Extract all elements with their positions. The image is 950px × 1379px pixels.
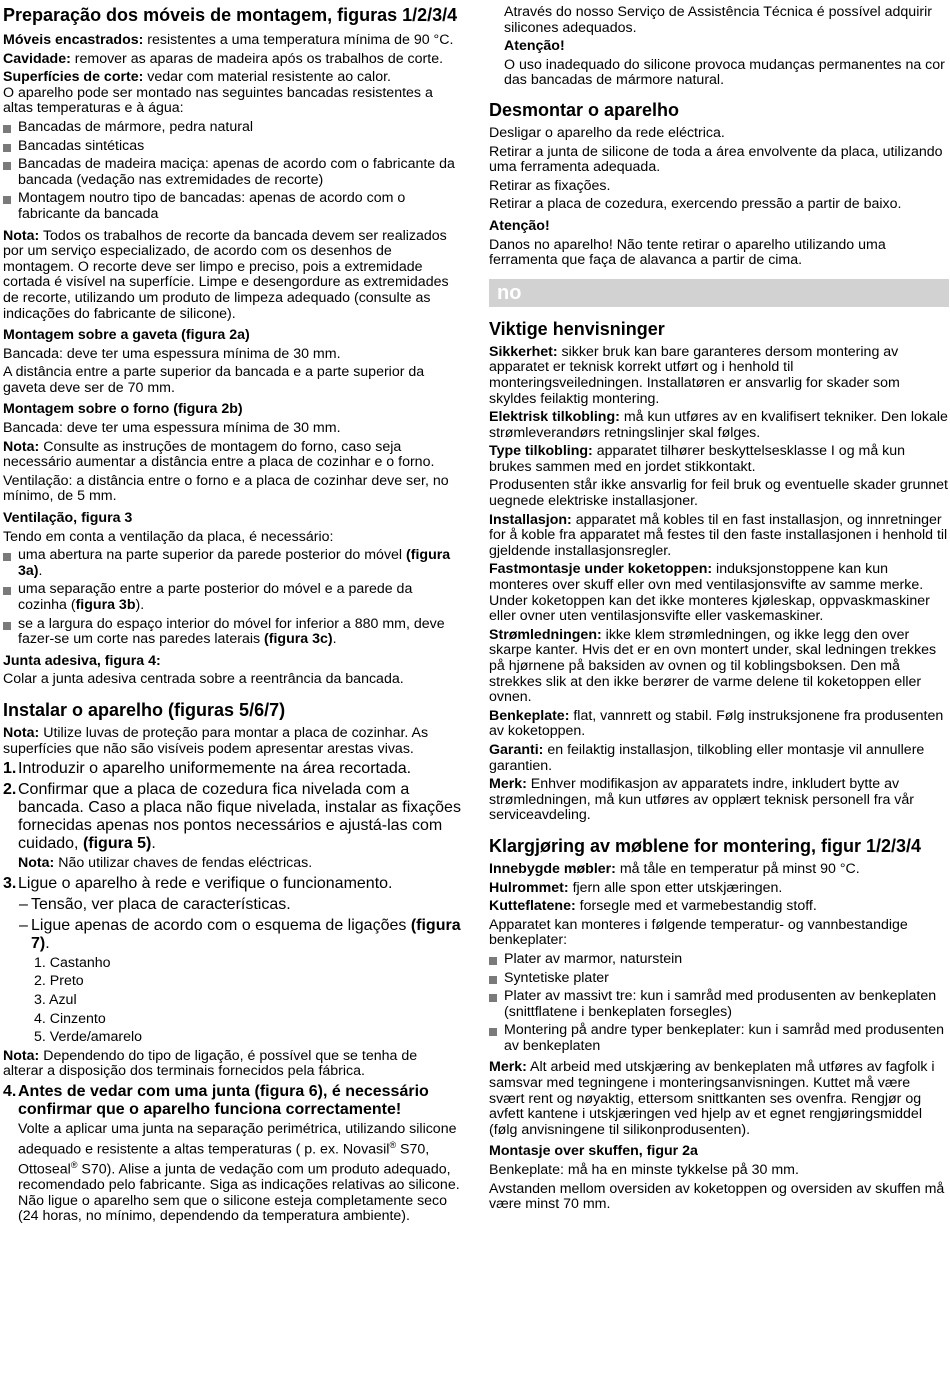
bullet-square-icon xyxy=(3,125,11,133)
paragraph-benkeplate: Benkeplate: flat, vannrett og stabil. Følg instruksjonene fra produsenten av koketoppen. xyxy=(489,707,944,740)
paragraph-silicone: Volte a aplicar uma junta na separação perimétrica, utilizando silicone adequado e resistente a altas temperaturas ( p. ex. Novasil® S70, Ottoseal® S70). Alise a junta de vedação com um produto adequado, recomendado pelo fabricante. Siga as indicações relativas ao silicone. Não ligue o aparelho sem que o silicone esteja completamente seco (24 horas, no mínimo, dependendo da temperatura ambiente). xyxy=(18,1120,460,1225)
warning-label: Atenção! xyxy=(489,217,550,234)
section-title-preparacao: Preparação dos móveis de montagem, figuras 1/2/3/4 xyxy=(3,5,458,25)
section-title-klargjoring: Klargjøring av møblene for montering, figur 1/2/3/4 xyxy=(489,835,922,856)
bullet-square-icon xyxy=(3,587,11,595)
paragraph-junta: Colar a junta adesiva centrada sobre a reentrância da bancada. xyxy=(3,671,404,688)
bullet-square-icon xyxy=(3,144,11,152)
paragraph-skuffen-1: Benkeplate: må ha en minste tykkelse på 30 mm. xyxy=(489,1162,799,1179)
dash-item: – Tensão, ver placa de características. xyxy=(19,895,291,913)
step-3: 3. Ligue o aparelho à rede e verifique o funcionamento. xyxy=(3,874,393,892)
note-forno: Nota: Consulte as instruções de montagem do forno, caso seja necessário aumentar a distância entre a placa de cozinhar e o forno. xyxy=(3,438,435,471)
note-merk: Merk: Enhver modifikasjon av apparatets indre, inkludert bytte av strømledningen, må kun utføres av opplært teknisk personell fra vår serviceavdeling. xyxy=(489,776,915,824)
wire-color-item: 4. Cinzento xyxy=(34,1010,106,1027)
paragraph-sikkerhet: Sikkerhet: sikker bruk kan bare garanteres dersom montering av apparatet er teknisk korrekt utført og i henhold til monteringsveiledningen. Installatøren er ansvarlig for skader som skyldes feilaktig montering. xyxy=(489,343,900,407)
paragraph-vent-intro: Tendo em conta a ventilação da placa, é necessário: xyxy=(3,528,334,545)
list-item: uma separação entre a parte posterior do móvel e a parede da cozinha (figura 3b). xyxy=(3,582,461,613)
section-title-desmontar: Desmontar o aparelho xyxy=(489,99,680,120)
list-item: Montering på andre typer benkeplater: kun i samråd med produsenten av benkeplaten xyxy=(489,1023,949,1054)
wire-color-item: 3. Azul xyxy=(34,991,77,1008)
note-ligacao: Nota: Dependendo do tipo de ligação, é possível que se tenha de alterar a disposição dos terminais fornecidos pela fábrica. xyxy=(3,1047,418,1080)
paragraph-skuffen-2: Avstanden mellom oversiden av koketoppen og oversiden av skuffen må være minst 70 mm. xyxy=(489,1180,945,1213)
list-item: Bancadas sintéticas xyxy=(3,139,461,155)
paragraph-moveis: Móveis encastrados: resistentes a uma temperatura mínima de 90 °C. xyxy=(3,32,454,48)
section-title-viktige: Viktige henvisninger xyxy=(489,318,665,339)
paragraph-kutteflatene: Kutteflatene: forsegle med et varmebestandig stoff. xyxy=(489,898,817,915)
paragraph-stromledningen: Strømledningen: ikke klem strømledningen, og ikke legg den over skarpe kanter. Hvis det er en ovn montert under, skal ledningen trekkes på hjørnene på baksiden av ovnen og til koblingsboksen. Den må strekkes slik at den ikke berører de varme delene til koketoppen eller ovnen. xyxy=(489,626,937,706)
paragraph-intro: O aparelho pode ser montado nas seguintes bancadas resistentes a altas temperaturas e à água: xyxy=(3,84,433,117)
paragraph-type: Type tilkobling: apparatet tilhører beskyttelsesklasse I og må kun brukes sammen med en jordet stikkontakt. xyxy=(489,443,906,475)
paragraph-desm-1: Desligar o aparelho da rede eléctrica. xyxy=(489,124,725,141)
wire-color-item: 1. Castanho xyxy=(34,954,111,971)
bullet-square-icon xyxy=(3,622,11,630)
language-tag: no xyxy=(489,279,949,307)
paragraph-cavidade: Cavidade: remover as aparas de madeira após os trabalhos de corte. xyxy=(3,50,444,67)
subheading-skuffen: Montasje over skuffen, figur 2a xyxy=(489,1143,698,1160)
paragraph-superficies: Superfícies de corte: vedar com material resistente ao calor. xyxy=(3,69,391,86)
wire-color-item: 5. Verde/amarelo xyxy=(34,1029,143,1046)
warning-label: Atenção! xyxy=(504,38,565,55)
warning-text: Danos no aparelho! Não tente retirar o aparelho utilizando uma ferramenta que faça de alavanca a partir de cima. xyxy=(489,236,886,269)
paragraph-assistencia: Através do nosso Serviço de Assistência Técnica é possível adquirir silicones adequados. xyxy=(504,4,932,36)
warning-text: O uso inadequado do silicone provoca mudanças permanentes na cor das bancadas de mármore natural. xyxy=(504,56,945,89)
bullet-square-icon xyxy=(3,553,11,561)
paragraph-gaveta-2: A distância entre a parte superior da bancada e a parte superior da gaveta deve ser de 70 mm. xyxy=(3,364,425,396)
bullet-square-icon xyxy=(489,1028,497,1036)
list-item: Bancadas de mármore, pedra natural xyxy=(3,120,461,136)
paragraph-produsenten: Produsenten står ikke ansvarlig for feil bruk og eventuelle skader grunnet uegnede elektriske installasjoner. xyxy=(489,477,948,510)
paragraph-ventilacao: Ventilação: a distância entre o forno e a placa de cozinhar deve ser, no mínimo, de 5 mm. xyxy=(3,472,449,505)
paragraph-fastmontasje: Fastmontasje under koketoppen: induksjonstoppene kan kun monteres over skuff eller ovn med ventilasjonsvifte av samme merke. Under koketoppen kan det ikke monteres kjøleskap, oppvaskmaskiner eller ovner uten ventilasjonsvifte eller vaskemaskiner. xyxy=(489,561,930,625)
paragraph-desm-4: Retirar a placa de cozedura, exercendo pressão a partir de baixo. xyxy=(489,196,902,213)
paragraph-apparatet: Apparatet kan monteres i følgende temperatur- og vannbestandige benkeplater: xyxy=(489,916,908,949)
paragraph-forno-1: Bancada: deve ter uma espessura mínima de 30 mm. xyxy=(3,420,341,437)
list-item: Plater av massivt tre: kun i samråd med produsenten av benkeplaten (snittflatene i benkeplaten forsegles) xyxy=(489,989,949,1020)
bullet-square-icon xyxy=(3,196,11,204)
left-column xyxy=(3,0,461,1225)
section-title-instalar: Instalar o aparelho (figuras 5/6/7) xyxy=(3,699,286,720)
note-recorte: Nota: Todos os trabalhos de recorte da bancada devem ser realizados por um serviço especializado, de acordo com os desenhos de montagem. O recorte deve ser limpo e preciso, pois a extremidade cortada é visível na superfície. Limpe e desengordure as extremidades de recorte, utilizando um produto de limpeza adequado (consulte as indicações do fabricante de silicone). xyxy=(3,227,449,322)
wire-color-item: 2. Preto xyxy=(34,973,84,990)
subheading-ventilacao: Ventilação, figura 3 xyxy=(3,510,133,527)
step-1: 1. Introduzir o aparelho uniformemente na área recortada. xyxy=(3,760,412,778)
list-item: Plater av marmor, naturstein xyxy=(489,952,949,968)
right-column xyxy=(489,0,949,1213)
bullet-square-icon xyxy=(489,994,497,1002)
list-item: Syntetiske plater xyxy=(489,971,949,987)
list-item: se a largura do espaço interior do móvel for inferior a 880 mm, deve fazer-se um corte nas paredes laterais (figura 3c). xyxy=(3,617,461,648)
subheading-gaveta: Montagem sobre a gaveta (figura 2a) xyxy=(3,327,250,344)
note-chaves: Nota: Não utilizar chaves de fendas eléctricas. xyxy=(18,855,313,872)
step-2: 2. Confirmar que a placa de cozedura fica nivelada com a bancada. Caso a placa não fique nivelada, instalar as fixações fornecidas apenas nos pontos necessários e ajustá-las com cuidado, (figura 5). xyxy=(3,781,461,853)
note-merk-2: Merk: Alt arbeid med utskjæring av benkeplaten må utføres av fagfolk i samsvar med tegningene i monteringsanvisningen. Kuttet må være svært rent og nøyaktig, ettersom snittkanten ses ovenfra. Rengjør og avfett kantene i utskjæringen ved hjelp av et egnet rengjøringsmiddel (følg anvisningene til silikonprodusenten). xyxy=(489,1059,935,1138)
list-item: Bancadas de madeira maciça: apenas de acordo com o fabricante da bancada (vedação nas extremidades de recorte) xyxy=(3,157,461,188)
note-luvas: Nota: Utilize luvas de proteção para montar a placa de cozinhar. As superfícies que não são visíveis podem apresentar arestas vivas. xyxy=(3,724,429,757)
bullet-square-icon xyxy=(489,976,497,984)
step-4: 4. Antes de vedar com uma junta (figura 6), é necessário confirmar que o aparelho funciona correctamente! xyxy=(3,1082,429,1118)
paragraph-desm-3: Retirar as fixações. xyxy=(489,177,611,194)
bullet-square-icon xyxy=(3,162,11,170)
paragraph-installasjon: Installasjon: apparatet må kobles til en fast installasjon, og innretninger for å koble fra apparatet må festes til den faste installasjonen i henhold til gjeldende installasjonsregler. xyxy=(489,511,948,559)
paragraph-elektrisk: Elektrisk tilkobling: må kun utføres av en kvalifisert tekniker. Den lokale strømleverandørs retningslinjer skal følges. xyxy=(489,409,948,441)
paragraph-innebygde: Innebygde møbler: må tåle en temperatur på minst 90 °C. xyxy=(489,860,860,877)
list-item: Montagem noutro tipo de bancadas: apenas de acordo com o fabricante da bancada xyxy=(3,191,461,222)
subheading-forno: Montagem sobre o forno (figura 2b) xyxy=(3,401,243,418)
paragraph-gaveta-1: Bancada: deve ter uma espessura mínima de 30 mm. xyxy=(3,345,341,362)
bullet-square-icon xyxy=(489,957,497,965)
paragraph-hulrommet: Hulrommet: fjern alle spon etter utskjæringen. xyxy=(489,879,783,896)
paragraph-desm-2: Retirar a junta de silicone de toda a área envolvente da placa, utilizando uma ferramenta adequada. xyxy=(489,143,943,176)
dash-item: – Ligue apenas de acordo com o esquema de ligações (figura 7). xyxy=(19,916,461,952)
paragraph-garanti: Garanti: en feilaktig installasjon, tilkobling eller montasje vil annullere garantien. xyxy=(489,741,925,774)
subheading-junta: Junta adesiva, figura 4: xyxy=(3,652,161,669)
list-item: uma abertura na parte superior da parede posterior do móvel (figura 3a). xyxy=(3,548,461,579)
